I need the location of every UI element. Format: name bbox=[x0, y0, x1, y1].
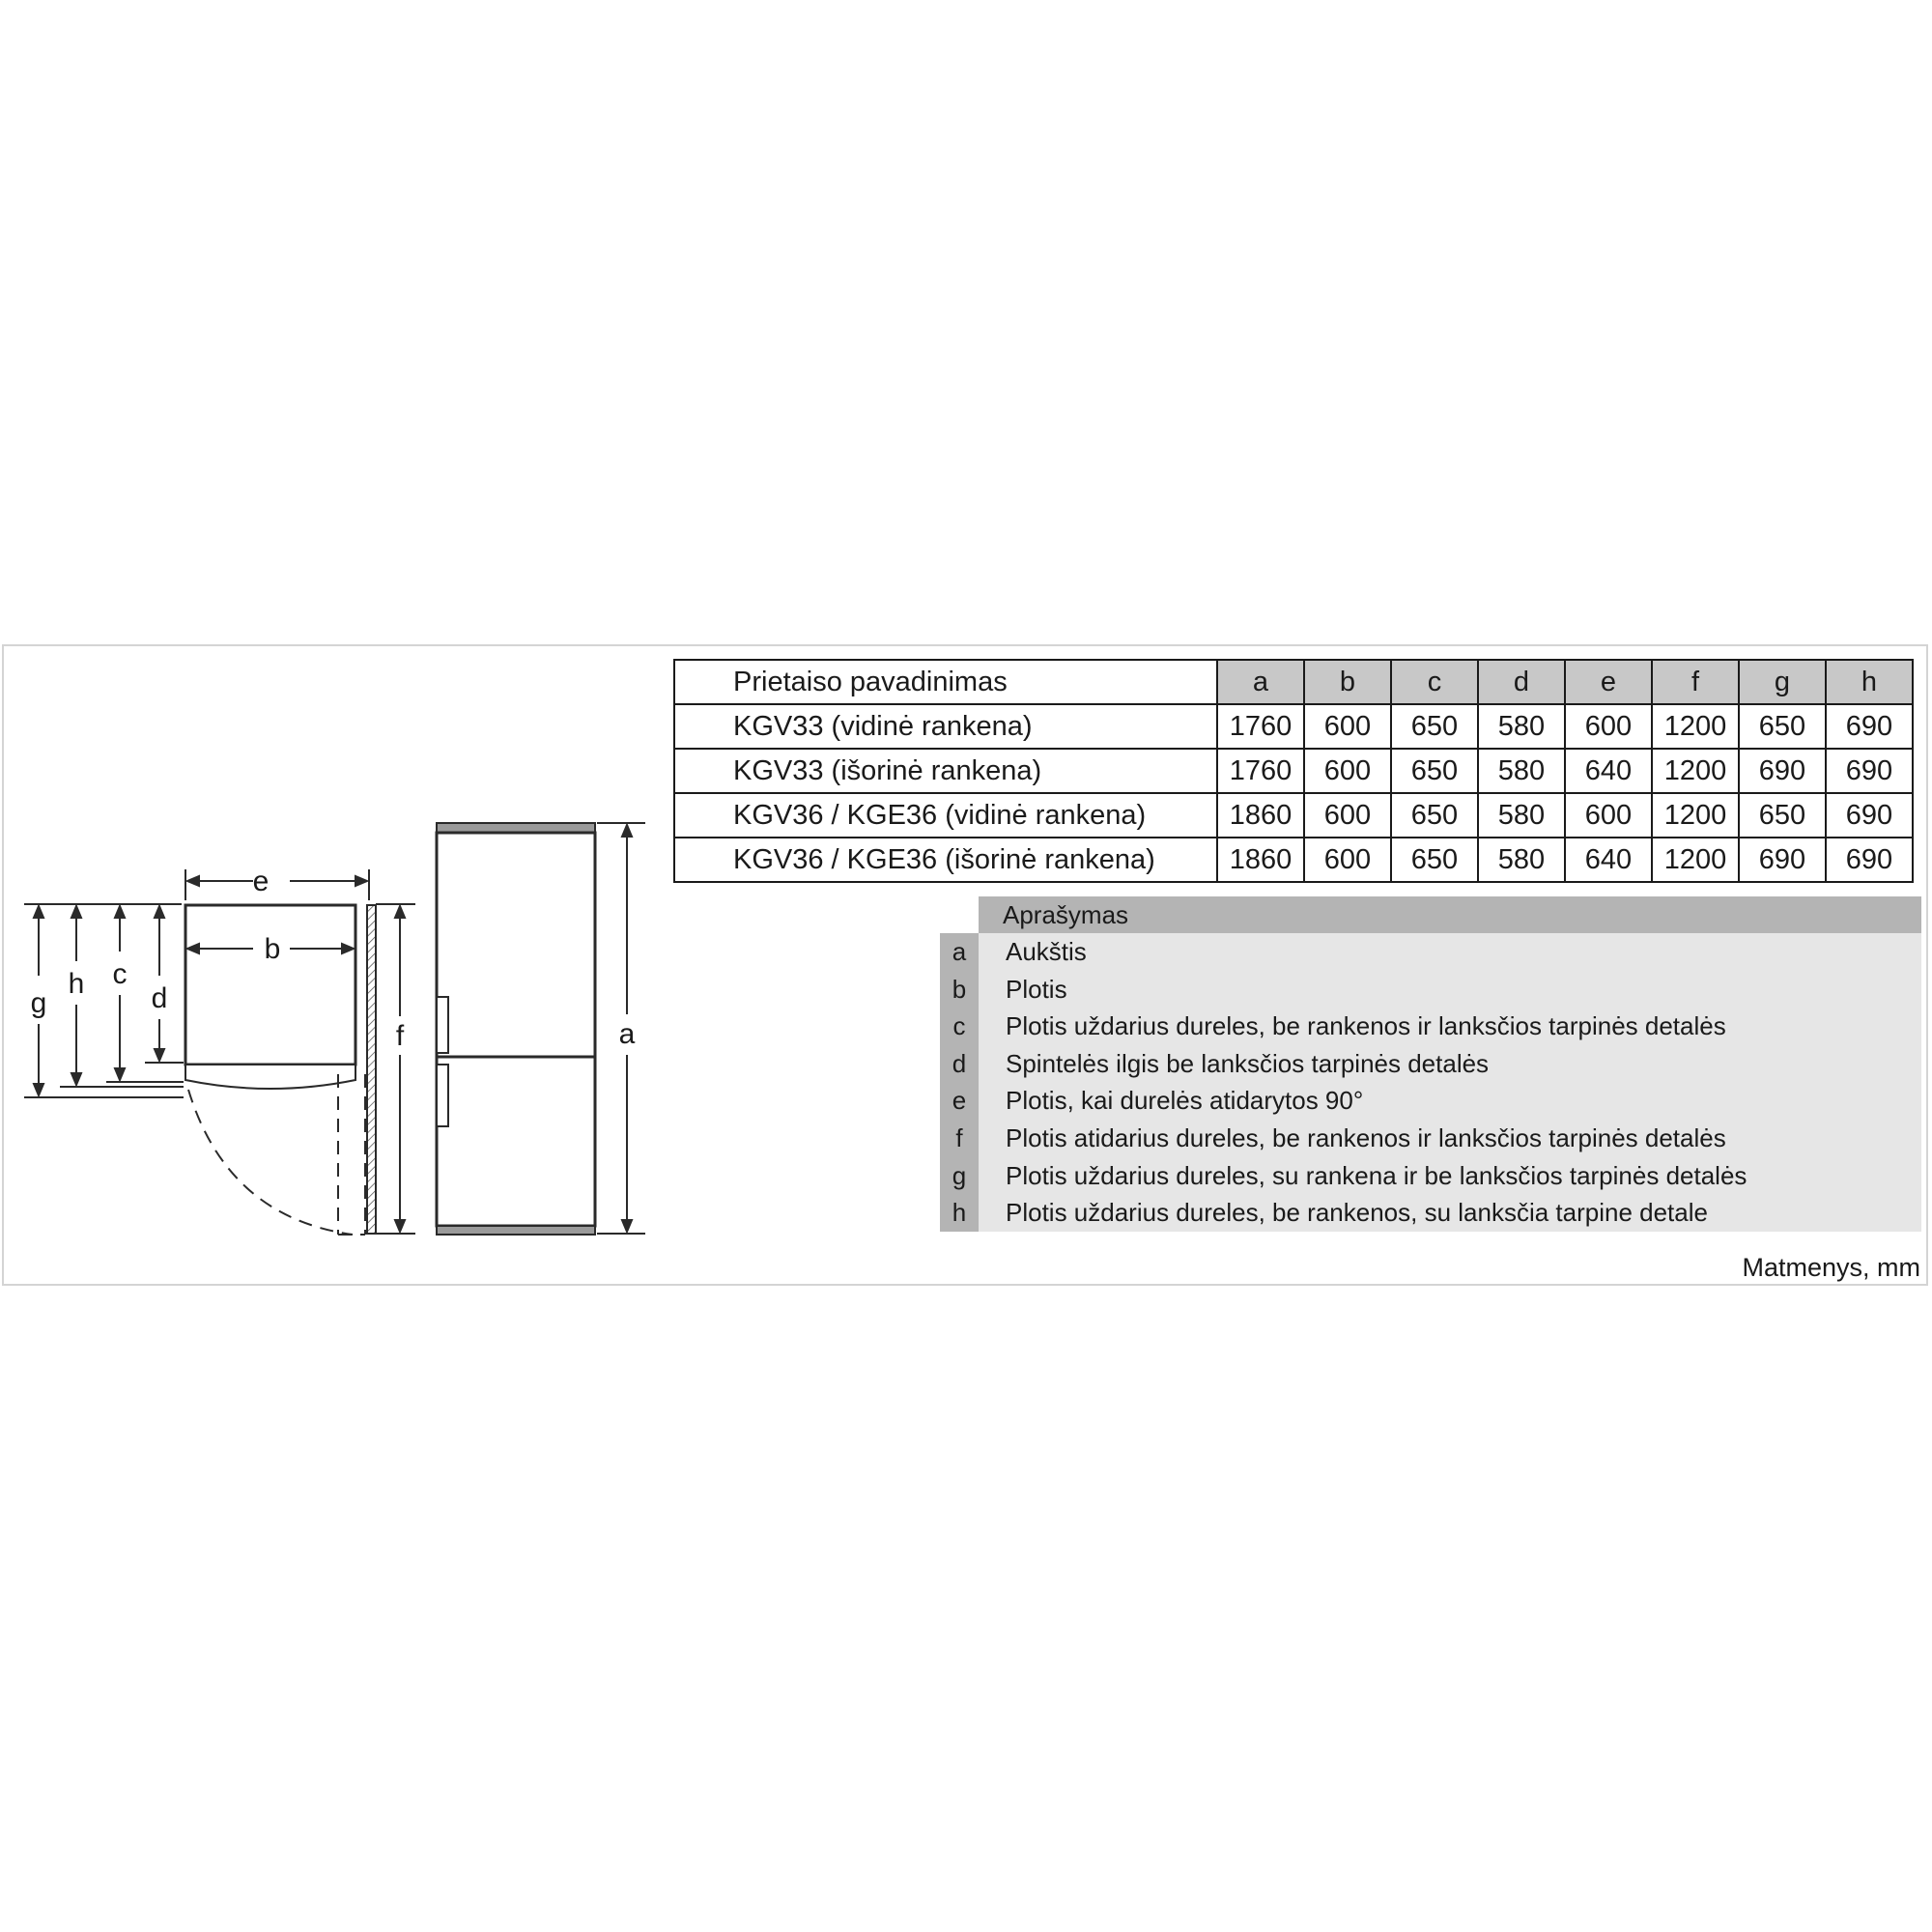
table-cell: 600 bbox=[1304, 838, 1391, 882]
front-view bbox=[437, 823, 595, 1235]
table-cell: 1860 bbox=[1217, 793, 1304, 838]
table-cell: 1200 bbox=[1652, 704, 1739, 749]
label-h: h bbox=[68, 968, 85, 1000]
legend-text: Aukštis bbox=[979, 933, 1921, 971]
table-row bbox=[674, 793, 1913, 838]
door-closed bbox=[185, 1065, 355, 1089]
table-cell: 1200 bbox=[1652, 838, 1739, 882]
table-cell: 580 bbox=[1478, 838, 1565, 882]
header-cell: c bbox=[1391, 660, 1478, 704]
header-cell: g bbox=[1739, 660, 1826, 704]
top-view bbox=[185, 905, 376, 1235]
legend-text: Spintelės ilgis be lanksčios tarpinės detalės bbox=[979, 1045, 1921, 1083]
legend-key: f bbox=[940, 1120, 979, 1157]
legend-text: Plotis uždarius dureles, be rankenos, su lanksčia tarpine detale bbox=[979, 1194, 1921, 1232]
table-cell: 650 bbox=[1739, 704, 1826, 749]
legend-text: Plotis uždarius dureles, su rankena ir be lanksčios tarpinės detalės bbox=[979, 1157, 1921, 1195]
dim-e bbox=[185, 869, 369, 900]
table-cell: 600 bbox=[1304, 793, 1391, 838]
label-d: d bbox=[151, 982, 168, 1014]
table-cell: 690 bbox=[1826, 704, 1913, 749]
table-cell: 690 bbox=[1826, 749, 1913, 793]
legend-item bbox=[940, 1120, 1921, 1157]
legend-key: c bbox=[940, 1008, 979, 1045]
table-cell: 690 bbox=[1826, 838, 1913, 882]
legend-item bbox=[940, 1157, 1921, 1195]
header-cell: Prietaiso pavadinimas bbox=[674, 660, 1217, 704]
header-cell: d bbox=[1478, 660, 1565, 704]
dimensions-table bbox=[673, 659, 1914, 883]
handle-upper bbox=[437, 997, 448, 1053]
table-cell: 1760 bbox=[1217, 749, 1304, 793]
table-cell: 650 bbox=[1391, 749, 1478, 793]
legend-text: Plotis atidarius dureles, be rankenos ir lanksčios tarpinės detalės bbox=[979, 1120, 1921, 1157]
header-cell: e bbox=[1565, 660, 1652, 704]
legend-text: Plotis, kai durelės atidarytos 90° bbox=[979, 1082, 1921, 1120]
table-cell: KGV33 (išorinė rankena) bbox=[674, 749, 1217, 793]
units-note: Matmenys, mm bbox=[1742, 1253, 1920, 1282]
table-cell: 600 bbox=[1565, 704, 1652, 749]
label-f: f bbox=[395, 1020, 405, 1052]
header-cell: h bbox=[1826, 660, 1913, 704]
table-cell: 580 bbox=[1478, 749, 1565, 793]
legend-item bbox=[940, 1045, 1921, 1083]
table-cell: 1200 bbox=[1652, 793, 1739, 838]
table-cell: KGV33 (vidinė rankena) bbox=[674, 704, 1217, 749]
table-cell: 640 bbox=[1565, 838, 1652, 882]
handle-lower bbox=[437, 1065, 448, 1126]
legend-key: e bbox=[940, 1082, 979, 1120]
table-cell: 650 bbox=[1391, 838, 1478, 882]
wall bbox=[367, 905, 376, 1234]
table-row bbox=[674, 749, 1913, 793]
description-legend bbox=[940, 896, 1921, 1232]
table-cell: KGV36 / KGE36 (vidinė rankena) bbox=[674, 793, 1217, 838]
table-cell: 580 bbox=[1478, 704, 1565, 749]
legend-key: a bbox=[940, 933, 979, 971]
header-cell: b bbox=[1304, 660, 1391, 704]
table-cell: 690 bbox=[1739, 749, 1826, 793]
table-cell: 690 bbox=[1739, 838, 1826, 882]
legend-key: b bbox=[940, 971, 979, 1009]
label-g: g bbox=[30, 987, 47, 1019]
legend-key: d bbox=[940, 1045, 979, 1083]
legend-item bbox=[940, 971, 1921, 1009]
door-swing-arc bbox=[188, 1090, 353, 1235]
table-row bbox=[674, 704, 1913, 749]
legend-key: g bbox=[940, 1157, 979, 1195]
legend-item bbox=[940, 1194, 1921, 1232]
legend-text: Plotis bbox=[979, 971, 1921, 1009]
description-title: Aprašymas bbox=[979, 896, 1921, 933]
label-c: c bbox=[112, 958, 128, 990]
legend-item bbox=[940, 1008, 1921, 1045]
table-cell: 1860 bbox=[1217, 838, 1304, 882]
legend-text: Plotis uždarius dureles, be rankenos ir lanksčios tarpinės detalės bbox=[979, 1008, 1921, 1045]
header-cell: a bbox=[1217, 660, 1304, 704]
fridge-base bbox=[437, 1226, 595, 1235]
label-e: e bbox=[252, 866, 270, 897]
label-a: a bbox=[618, 1018, 636, 1050]
table-cell: 600 bbox=[1304, 749, 1391, 793]
table-cell: 640 bbox=[1565, 749, 1652, 793]
header-cell: f bbox=[1652, 660, 1739, 704]
legend-item bbox=[940, 933, 1921, 971]
table-cell: 580 bbox=[1478, 793, 1565, 838]
table-cell: 600 bbox=[1304, 704, 1391, 749]
table-cell: 650 bbox=[1739, 793, 1826, 838]
table-cell: KGV36 / KGE36 (išorinė rankena) bbox=[674, 838, 1217, 882]
fridge-body bbox=[437, 833, 595, 1226]
table-row bbox=[674, 838, 1913, 882]
table-cell: 690 bbox=[1826, 793, 1913, 838]
table-cell: 1760 bbox=[1217, 704, 1304, 749]
cabinet-top-view bbox=[185, 905, 355, 1065]
table-cell: 600 bbox=[1565, 793, 1652, 838]
legend-key: h bbox=[940, 1194, 979, 1232]
label-b: b bbox=[264, 933, 281, 965]
table-cell: 650 bbox=[1391, 793, 1478, 838]
legend-item bbox=[940, 1082, 1921, 1120]
dim-f bbox=[376, 904, 415, 1234]
table-cell: 1200 bbox=[1652, 749, 1739, 793]
table-header-row bbox=[674, 660, 1913, 704]
table-cell: 650 bbox=[1391, 704, 1478, 749]
